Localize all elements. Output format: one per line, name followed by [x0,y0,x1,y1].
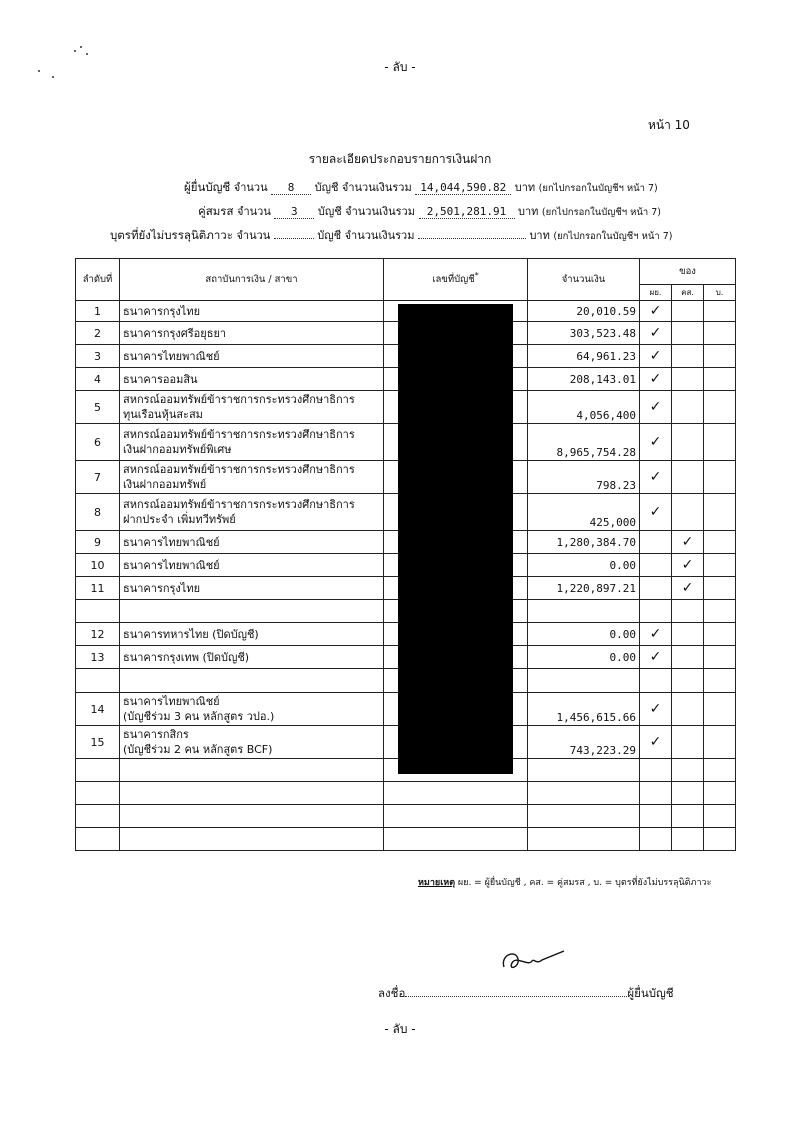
owner-cell [672,301,704,322]
owner-cell [704,322,736,345]
row-number [76,669,120,693]
institution-line: (บัญชีร่วม 3 คน หลักสูตร วปอ.) [123,710,275,723]
row-amount: 4,056,400 [528,391,640,424]
row-institution [120,782,384,805]
row-institution [120,623,384,646]
owner-cell [704,600,736,623]
row-amount [528,759,640,782]
check-mark-icon: ✓ [681,557,694,573]
row-number: 8 [76,494,120,531]
row-amount: 8,965,754.28 [528,424,640,461]
table-row [76,782,736,805]
summary-line-spouse [198,202,661,221]
summary-mid-label: บัญชี จำนวนเงินรวม [317,229,415,242]
check-mark-icon: ✓ [649,469,662,485]
institution-line: ธนาคารกสิกร [123,728,189,741]
row-amount: 0.00 [528,646,640,669]
owner-cell [672,494,704,531]
institution-line: (บัญชีร่วม 2 คน หลักสูตร BCF) [123,743,273,756]
row-number: 2 [76,322,120,345]
check-mark-icon: ✓ [649,434,662,450]
summary-note: (ยกไปกรอกในบัญชีฯ หน้า 7) [541,207,661,218]
summary-label: บุตรที่ยังไม่บรรลุนิติภาวะ [110,228,233,242]
summary-mid-label: บัญชี จำนวนเงินรวม [314,181,412,194]
account-asterisk: * [474,271,479,281]
row-institution [120,368,384,391]
row-amount [528,828,640,851]
owner-cell [640,646,672,669]
owner-cell [704,805,736,828]
owner-cell [704,391,736,424]
check-mark-icon: ✓ [681,534,694,550]
owner-cell [640,726,672,759]
row-institution [120,577,384,600]
institution-line: ธนาคารออมสิน [123,372,198,386]
row-institution [120,646,384,669]
owner-cell [640,301,672,322]
owner-cell [672,322,704,345]
owner-cell [704,782,736,805]
row-number: 14 [76,693,120,726]
owner-cell [640,368,672,391]
footnote-text: ผย. = ผู้ยื่นบัญชี , คส. = คู่สมรส , บ. = บุตรที่ยังไม่บรรลุนิติภาวะ [455,878,712,888]
row-institution [120,494,384,531]
signature-line [378,985,674,1003]
summary-count: 3 [274,206,314,219]
row-institution [120,693,384,726]
summary-count-label: จำนวน [237,205,271,218]
owner-cell [672,693,704,726]
check-mark-icon: ✓ [649,371,662,387]
institution-line: เงินฝากออมทรัพย์ [123,478,207,491]
row-account-number [384,805,528,828]
row-amount [528,669,640,693]
signature-prefix: ลงชื่อ [378,986,406,1000]
owner-cell [672,461,704,494]
owner-cell [704,345,736,368]
row-account-number [384,782,528,805]
owner-cell [640,461,672,494]
owner-cell [640,693,672,726]
owner-cell [640,554,672,577]
owner-cell [672,782,704,805]
row-number: 3 [76,345,120,368]
summary-total: 2,501,281.91 [419,206,515,219]
check-mark-icon: ✓ [649,701,662,717]
header-amount: จำนวนเงิน [528,259,640,301]
owner-cell [640,424,672,461]
summary-unit: บาท [514,181,536,194]
summary-count [274,238,314,239]
row-institution [120,391,384,424]
owner-cell [704,424,736,461]
owner-cell [640,345,672,368]
owner-cell [704,577,736,600]
row-institution [120,461,384,494]
institution-line: ธนาคารไทยพาณิชย์ [123,695,220,708]
owner-cell [640,494,672,531]
owner-cell [672,554,704,577]
row-number: 1 [76,301,120,322]
row-amount: 0.00 [528,554,640,577]
check-mark-icon: ✓ [649,626,662,642]
owner-cell [704,554,736,577]
row-number: 12 [76,623,120,646]
owner-cell [704,693,736,726]
row-number: 5 [76,391,120,424]
check-mark-icon: ✓ [649,303,662,319]
owner-cell [704,531,736,554]
institution-line: สหกรณ์ออมทรัพย์ข้าราชการกระทรวงศึกษาธิการ [123,498,355,511]
owner-cell [640,322,672,345]
handwritten-signature [498,945,568,977]
summary-total [418,238,526,239]
signature-suffix: ผู้ยื่นบัญชี [627,986,674,1000]
check-mark-icon: ✓ [649,399,662,415]
row-institution [120,531,384,554]
summary-mid-label: บัญชี จำนวนเงินรวม [317,205,415,218]
row-number: 4 [76,368,120,391]
owner-cell [672,759,704,782]
institution-line: ธนาคารไทยพาณิชย์ [123,558,220,572]
footnote-label: หมายเหตุ [418,878,456,888]
row-number: 13 [76,646,120,669]
row-number: 9 [76,531,120,554]
owner-cell [672,600,704,623]
row-institution [120,301,384,322]
owner-cell [672,669,704,693]
summary-unit: บาท [518,205,539,218]
owner-cell [672,424,704,461]
owner-cell [640,531,672,554]
owner-cell [640,805,672,828]
row-amount: 743,223.29 [528,726,640,759]
footnote [418,875,711,889]
institution-line: ฝากประจำ เพิ่มทวีทรัพย์ [123,513,236,526]
row-number [76,805,120,828]
summary-label: ผู้ยื่นบัญชี [184,180,231,194]
row-account-number [384,828,528,851]
check-mark-icon: ✓ [649,504,662,520]
row-amount: 64,961.23 [528,345,640,368]
check-mark-icon: ✓ [681,580,694,596]
row-amount: 208,143.01 [528,368,640,391]
page-number: หน้า 10 [648,118,690,132]
row-number [76,759,120,782]
owner-cell [704,646,736,669]
row-amount: 798.23 [528,461,640,494]
owner-cell [672,726,704,759]
institution-line: สหกรณ์ออมทรัพย์ข้าราชการกระทรวงศึกษาธิการ [123,463,355,476]
confidential-header: - ลับ - [384,60,416,74]
header-owner: ของ [640,259,736,285]
header-owner-spouse: คส. [672,285,704,301]
owner-cell [640,600,672,623]
row-institution [120,322,384,345]
owner-cell [704,623,736,646]
owner-cell [640,759,672,782]
header-owner-declarant: ผย. [640,285,672,301]
owner-cell [672,531,704,554]
owner-cell [672,345,704,368]
row-amount: 1,220,897.21 [528,577,640,600]
institution-line: ธนาคารไทยพาณิชย์ [123,349,220,363]
header-institution: สถาบันการเงิน / สาขา [120,259,384,301]
check-mark-icon: ✓ [649,348,662,364]
institution-line: ทุนเรือนหุ้นสะสม [123,408,203,421]
row-number: 15 [76,726,120,759]
summary-count-label: จำนวน [233,181,268,194]
owner-cell [640,782,672,805]
owner-cell [672,391,704,424]
row-institution [120,669,384,693]
row-institution [120,759,384,782]
summary-total: 14,044,590.82 [415,182,511,195]
owner-cell [672,646,704,669]
row-amount [528,782,640,805]
owner-cell [704,759,736,782]
institution-line: สหกรณ์ออมทรัพย์ข้าราชการกระทรวงศึกษาธิการ [123,393,355,406]
summary-note: (ยกไปกรอกในบัญชีฯ หน้า 7) [553,231,673,242]
scan-speck [74,50,76,52]
institution-line: ธนาคารกรุงไทย [123,581,201,595]
owner-cell [640,828,672,851]
table-row [76,828,736,851]
owner-cell [704,368,736,391]
owner-cell [640,669,672,693]
summary-count: 8 [271,182,311,195]
row-number: 7 [76,461,120,494]
row-amount [528,600,640,623]
owner-cell [704,301,736,322]
signature-dotted-line [405,996,627,997]
row-number: 6 [76,424,120,461]
summary-line-declarant [184,178,658,197]
institution-line: ธนาคารไทยพาณิชย์ [123,535,220,549]
row-amount: 1,456,615.66 [528,693,640,726]
summary-unit: บาท [529,229,550,242]
row-number [76,782,120,805]
scan-speck [80,46,82,48]
owner-cell [640,623,672,646]
institution-line: ธนาคารกรุงศรีอยุธยา [123,326,227,340]
row-amount: 425,000 [528,494,640,531]
institution-line: ธนาคารกรุงไทย [123,304,201,318]
owner-cell [640,577,672,600]
row-institution [120,726,384,759]
redacted-account-numbers [398,304,513,774]
owner-cell [672,368,704,391]
confidential-footer: - ลับ - [384,1022,416,1036]
row-institution [120,424,384,461]
row-amount: 303,523.48 [528,322,640,345]
row-number [76,600,120,623]
institution-line: ธนาคารกรุงเทพ (ปิดบัญชี) [123,650,250,664]
owner-cell [704,828,736,851]
row-institution [120,554,384,577]
header-no: ลำดับที่ [76,259,120,301]
page-title: รายละเอียดประกอบรายการเงินฝาก [308,152,492,166]
owner-cell [672,805,704,828]
owner-cell [640,391,672,424]
institution-line: ธนาคารทหารไทย (ปิดบัญชี) [123,627,259,641]
row-amount: 0.00 [528,623,640,646]
summary-count-label: จำนวน [236,229,271,242]
check-mark-icon: ✓ [649,325,662,341]
row-number: 10 [76,554,120,577]
row-institution [120,828,384,851]
owner-cell [704,494,736,531]
table-row [76,805,736,828]
check-mark-icon: ✓ [649,649,662,665]
row-institution [120,805,384,828]
owner-cell [704,726,736,759]
row-amount [528,805,640,828]
owner-cell [672,623,704,646]
row-number: 11 [76,577,120,600]
owner-cell [704,461,736,494]
row-number [76,828,120,851]
row-institution [120,600,384,623]
owner-cell [672,828,704,851]
institution-line: เงินฝากออมทรัพย์พิเศษ [123,443,232,456]
check-mark-icon: ✓ [649,734,662,750]
owner-cell [672,577,704,600]
summary-label: คู่สมรส [198,204,234,218]
row-amount: 20,010.59 [528,301,640,322]
owner-cell [704,669,736,693]
summary-line-children [110,226,672,245]
row-amount: 1,280,384.70 [528,531,640,554]
summary-note: (ยกไปกรอกในบัญชีฯ หน้า 7) [538,183,658,194]
row-institution [120,345,384,368]
scan-speck [86,53,88,55]
header-account: เลขที่บัญชี* [384,259,528,301]
header-owner-child: บ. [704,285,736,301]
institution-line: สหกรณ์ออมทรัพย์ข้าราชการกระทรวงศึกษาธิการ [123,428,355,441]
